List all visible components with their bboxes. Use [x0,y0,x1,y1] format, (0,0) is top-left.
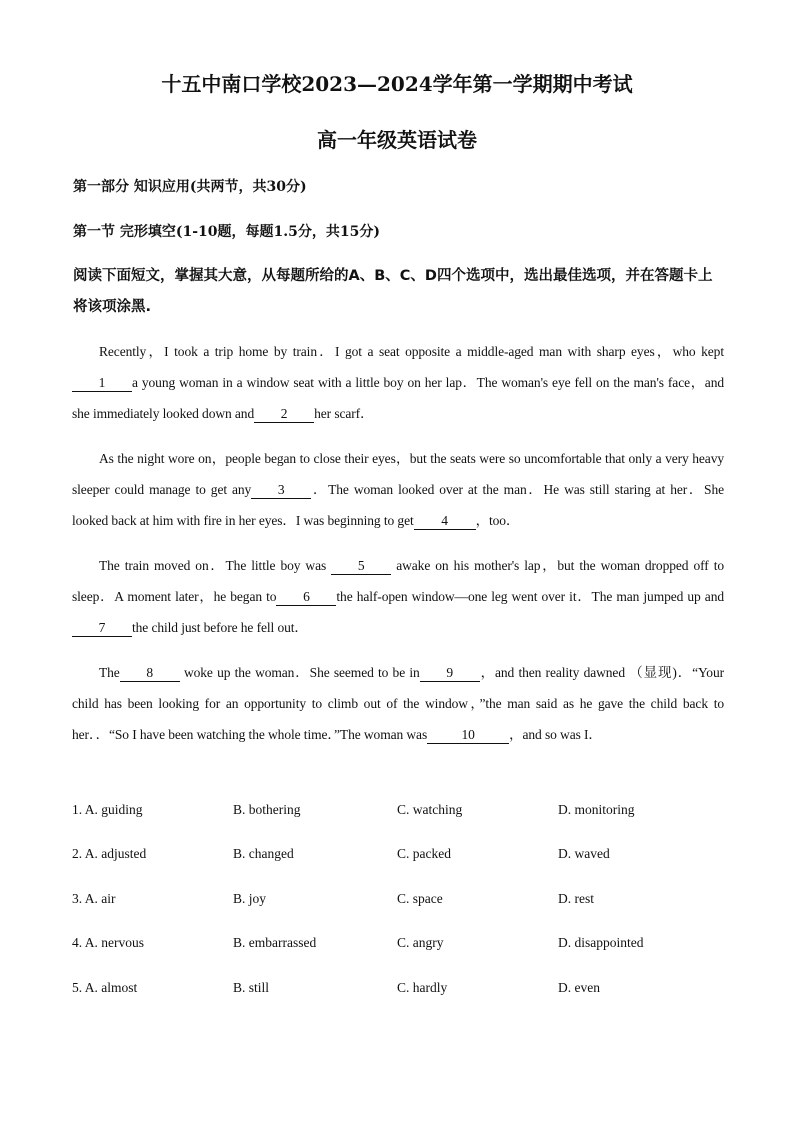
passage-text: ，and then reality dawned （显现)．“Your child has been looking for an opportunity to climb out of the window，”the man said as he gave the child back to her．．“So I have been watching the whole time．”The woman was [72,665,724,742]
blank-4: 4 [414,513,476,530]
blank-5: 5 [331,558,391,575]
option-row-4 [72,935,732,955]
option-row-5 [72,980,732,1000]
exam-subtitle: 高一年级英语试卷 [317,128,477,152]
passage-text: The train moved on．The little boy was [99,558,327,573]
exam-title: 十五中南口学校2023—2024学年第一学期期中考试 [161,72,633,96]
instruction-text: 阅读下面短文，掌握其大意，从每题所给的A、B、C、D四个选项中，选出最佳选项，并在答题卡上将该项涂黑. [73,268,713,315]
section-heading: 第一节 完形填空(1-10题，每题1.5分，共15分) [73,224,380,240]
option-a: 5. A. almost [72,980,138,995]
option-b: B. bothering [233,802,301,817]
option-b: B. embarrassed [233,935,317,950]
passage-paragraph-1 [72,336,724,429]
option-a: 4. A. nervous [72,935,144,950]
blank-3: 3 [251,482,311,499]
option-a: 2. A. adjusted [72,846,147,861]
blank-10: 10 [427,727,509,744]
passage-paragraph-3 [72,550,724,643]
option-a: 1. A. guiding [72,802,143,817]
option-c: C. angry [397,935,444,950]
passage-text: awake on his mother's lap，but the woman dropped off to sleep．A moment later，he began to [72,558,725,604]
blank-1: 1 [72,375,132,392]
option-a: 3. A. air [72,891,116,906]
passage-text: the half-open window—one leg went over it．The man jumped up and [336,589,724,604]
option-b: B. changed [233,846,294,861]
passage-text: the child just before he fell out． [132,620,308,635]
passage-text: ．The woman looked over at the man．He was still staring at her．She looked back at him with fire in her eyes．I was beginning to get [72,482,724,528]
passage-text: woke up the woman．She seemed to be in [183,665,420,680]
option-c: C. watching [397,802,463,817]
option-b: B. joy [233,891,267,906]
blank-8: 8 [120,665,180,682]
option-row-2 [72,846,732,866]
passage-text: her scarf． [314,406,374,421]
passage-paragraph-2 [72,443,724,536]
option-row-3 [72,891,732,911]
passage-paragraph-4 [72,657,724,750]
part-heading: 第一部分 知识应用(共两节，共30分) [73,179,307,195]
option-c: C. hardly [397,980,448,995]
option-d: D. disappointed [558,935,644,950]
passage-text: As the night wore on，people began to close their eyes，but the seats were so uncomfortable that only a very heavy sleeper could manage to get any [72,451,724,497]
blank-2: 2 [254,406,314,423]
blank-9: 9 [420,665,480,682]
blank-6: 6 [276,589,336,606]
option-row-1 [72,802,732,822]
passage-text: ，too． [475,513,520,528]
passage-text: Recently，I took a trip home by train．I got a seat opposite a middle-aged man with sharp eyes，who kept [99,344,724,359]
option-d: D. even [558,980,600,995]
option-c: C. packed [397,846,451,861]
option-d: D. rest [558,891,594,906]
passage-text: ，and so was I． [509,727,602,742]
option-d: D. monitoring [558,802,635,817]
option-b: B. still [233,980,270,995]
passage-text: a young woman in a window seat with a little boy on her lap．The woman's eye fell on the man's face，and she immediately looked down and [72,375,724,421]
blank-7: 7 [72,620,132,637]
passage-text: The [99,665,120,680]
option-c: C. space [397,891,443,906]
option-d: D. waved [558,846,610,861]
